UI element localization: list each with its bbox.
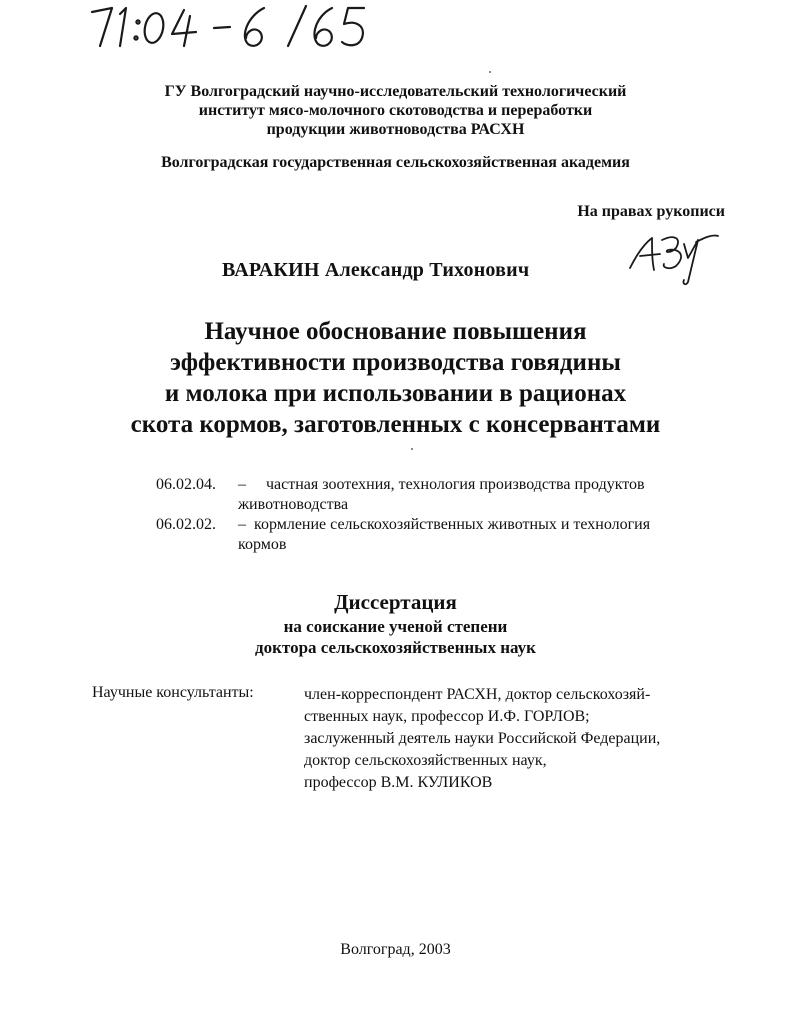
specialty-dash-2: – <box>238 516 246 533</box>
specialty-text-1: частная зоотехния, технология производства продуктов <box>266 476 645 493</box>
title-line-4: скота кормов, заготовленных с консервантами <box>130 411 661 438</box>
specialty-code-1: 06.02.04. <box>156 476 216 493</box>
scan-speck <box>411 448 413 450</box>
scan-speck <box>489 71 491 73</box>
org-line-2: институт мясо-молочного скотоводства и переработки <box>198 102 593 119</box>
specialty-text-2: кормление сельскохозяйственных животных и технология <box>254 516 651 533</box>
title-line-2: эффективности производства говядины <box>170 349 621 376</box>
title-line-3: и молока при использовании в рационах <box>164 380 627 407</box>
dissertation-title <box>0 316 791 440</box>
org-line-3: продукции животноводства РАСХН <box>266 121 525 138</box>
org-line-1: ГУ Волгоградский научно-исследовательский технологический <box>164 83 627 100</box>
author-name: ВАРАКИН Александр Тихонович <box>222 259 530 281</box>
specialty-dash-1: – <box>238 476 246 493</box>
consultant-line-1: член-корреспондент РАСХН, доктор сельскохозяй- <box>304 686 651 703</box>
consultants-label: Научные консультанты: <box>92 684 254 701</box>
consultant-line-5: профессор В.М. КУЛИКОВ <box>304 774 493 791</box>
academy-name: Волгоградская государственная сельскохозяйственная академия <box>161 154 630 171</box>
author-signature <box>622 226 722 286</box>
consultants-list <box>304 684 734 794</box>
city-year: Волгоград, 2003 <box>340 941 451 958</box>
specialty-text-2-cont: кормов <box>238 536 287 553</box>
consultant-line-2: ственных наук, профессор И.Ф. ГОРЛОВ; <box>304 708 590 725</box>
specialty-code-2: 06.02.02. <box>156 516 216 533</box>
archive-number-handwriting <box>88 2 378 50</box>
dissertation-degree-line-2: доктора сельскохозяйственных наук <box>255 638 536 657</box>
consultant-line-4: доктор сельскохозяйственных наук, <box>304 752 547 769</box>
rights-note: На правах рукописи <box>577 203 725 220</box>
dissertation-heading: Диссертация <box>334 590 457 614</box>
specialty-text-1-cont: животноводства <box>238 496 349 513</box>
consultant-line-3: заслуженный деятель науки Российской Федерации, <box>304 730 661 747</box>
dissertation-degree-line-1: на соискание ученой степени <box>283 617 508 636</box>
org-header <box>0 82 791 139</box>
title-line-1: Научное обоснование повышения <box>204 318 587 345</box>
